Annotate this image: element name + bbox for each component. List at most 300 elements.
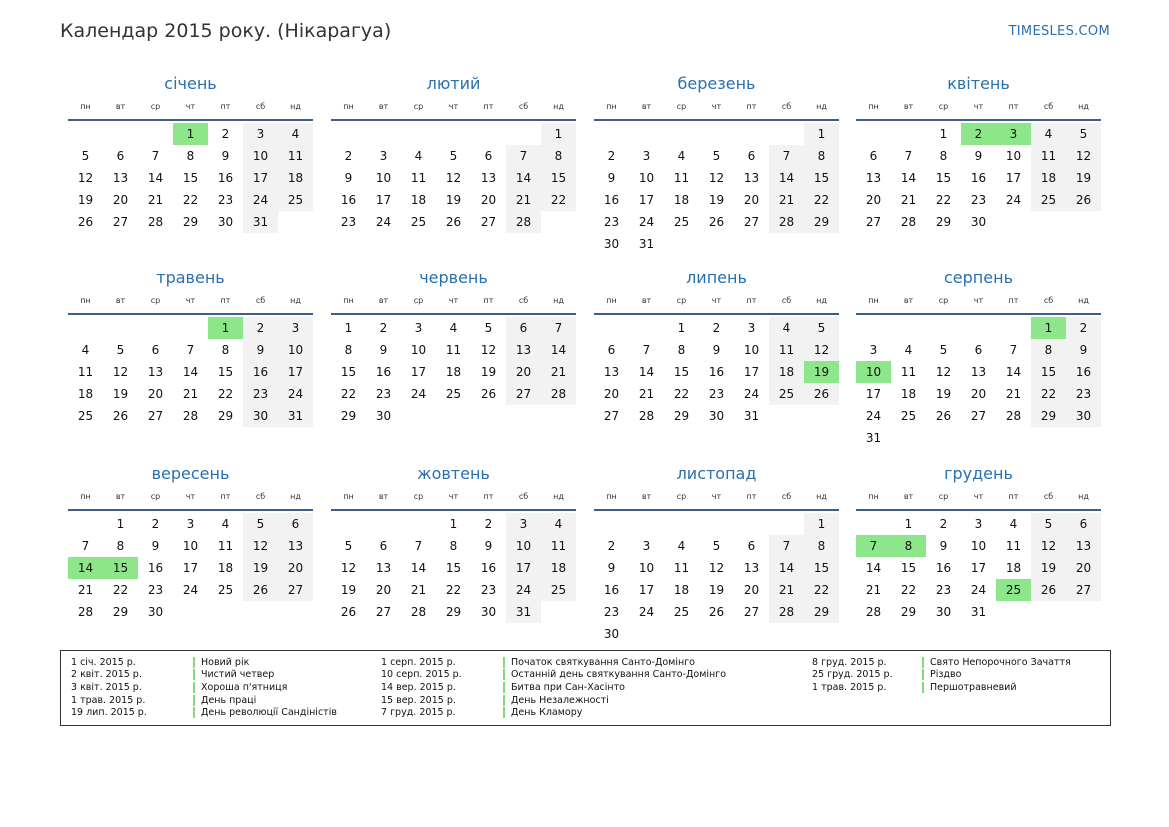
weekday-label: сб: [255, 101, 266, 111]
weekday-header: [331, 290, 576, 310]
day-cell: 7: [904, 149, 913, 163]
day-cell: 12: [243, 535, 278, 557]
weekday-label: пт: [746, 491, 757, 501]
day-cell: 13: [506, 339, 541, 361]
month-divider: [856, 119, 1101, 121]
day-cell: 17: [1005, 171, 1022, 185]
holiday-day: 14: [68, 557, 103, 579]
day-cell: 30: [375, 409, 392, 423]
day-cell: 31: [970, 605, 987, 619]
month-name: квітень: [947, 74, 1010, 93]
weekday-label: нд: [290, 491, 301, 501]
day-cell: 12: [445, 171, 462, 185]
weekday-label: пн: [868, 101, 879, 111]
legend-holiday-name: Новий рік: [201, 656, 250, 668]
day-cell: 28: [77, 605, 94, 619]
day-cell: 13: [865, 171, 882, 185]
empty-cell: [856, 317, 891, 339]
day-cell: 22: [804, 189, 839, 211]
day-cell: 22: [112, 583, 129, 597]
day-cell: 21: [900, 193, 917, 207]
legend-holiday-name: Чистий четвер: [201, 669, 275, 681]
day-cell: 11: [77, 365, 94, 379]
day-cell: 1: [804, 513, 839, 535]
day-cell: 22: [182, 193, 199, 207]
month-block: [331, 462, 576, 623]
weekday-label: чт: [448, 101, 459, 111]
day-cell: 11: [445, 343, 462, 357]
day-cell: 20: [147, 387, 164, 401]
weekday-label: пн: [343, 491, 354, 501]
weekday-label: ср: [938, 101, 949, 111]
day-cell: 15: [445, 561, 462, 575]
weekday-header: [856, 486, 1101, 506]
weekday-label: вт: [641, 101, 652, 111]
weekday-label: пн: [606, 295, 617, 305]
day-cell: 3: [974, 517, 983, 531]
day-cell: 23: [147, 583, 164, 597]
day-grid: [68, 123, 313, 233]
legend-date: 1 серп. 2015 р.: [381, 656, 456, 668]
day-grid: [594, 317, 839, 427]
day-cell: 5: [712, 149, 721, 163]
day-cell: 18: [769, 361, 804, 383]
day-cell: 20: [506, 361, 541, 383]
day-grid: [331, 123, 576, 233]
day-cell: 5: [939, 343, 948, 357]
day-cell: 9: [221, 149, 230, 163]
day-grid: [856, 317, 1101, 449]
day-cell: 10: [743, 343, 760, 357]
day-cell: 29: [340, 409, 357, 423]
legend-row: [381, 681, 726, 694]
day-cell: 8: [1031, 339, 1066, 361]
empty-cell: [629, 513, 664, 535]
weekday-label: пт: [220, 101, 231, 111]
day-cell: 4: [677, 149, 686, 163]
day-cell: 12: [340, 561, 357, 575]
day-cell: 1: [677, 321, 686, 335]
weekday-label: пт: [1008, 491, 1019, 501]
day-cell: 25: [1031, 189, 1066, 211]
day-cell: 11: [217, 539, 234, 553]
day-cell: 26: [480, 387, 497, 401]
day-cell: 23: [708, 387, 725, 401]
month-divider: [68, 509, 313, 511]
holiday-day: 10: [856, 361, 891, 383]
day-cell: 28: [147, 215, 164, 229]
day-cell: 17: [278, 361, 313, 383]
day-cell: 14: [865, 561, 882, 575]
day-cell: 15: [217, 365, 234, 379]
legend-row: [381, 669, 726, 682]
day-cell: 8: [344, 343, 353, 357]
weekday-label: нд: [816, 491, 827, 501]
day-cell: 6: [1066, 513, 1101, 535]
day-cell: 30: [603, 237, 620, 251]
day-cell: 22: [217, 387, 234, 401]
legend-holiday-name: Початок святкування Санто-Домінго: [511, 656, 695, 668]
day-cell: 8: [449, 539, 458, 553]
day-cell: 29: [112, 605, 129, 619]
day-cell: 14: [769, 167, 804, 189]
legend-holiday-name: Останній день святкування Санто-Домінго: [511, 669, 727, 681]
holiday-day: 3: [996, 123, 1031, 145]
weekday-label: пн: [606, 101, 617, 111]
weekday-label: пт: [483, 491, 494, 501]
legend-column: [381, 656, 726, 719]
day-cell: 13: [112, 171, 129, 185]
day-cell: 6: [506, 317, 541, 339]
empty-cell: [891, 317, 926, 339]
day-cell: 19: [708, 583, 725, 597]
site-link[interactable]: TIMESLES.COM: [1008, 24, 1110, 39]
day-cell: 24: [638, 605, 655, 619]
legend-holiday-name: День Кламору: [511, 707, 583, 719]
day-cell: 31: [506, 601, 541, 623]
day-cell: 26: [340, 605, 357, 619]
day-cell: 6: [151, 343, 160, 357]
day-cell: 19: [112, 387, 129, 401]
day-cell: 27: [865, 215, 882, 229]
weekday-label: нд: [816, 295, 827, 305]
day-cell: 14: [541, 339, 576, 361]
weekday-header: [856, 96, 1101, 116]
day-cell: 23: [1066, 383, 1101, 405]
legend-marker: [922, 682, 924, 693]
month-divider: [594, 313, 839, 315]
weekday-header: [331, 486, 576, 506]
weekday-label: вт: [641, 295, 652, 305]
day-cell: 5: [804, 317, 839, 339]
weekday-label: вт: [115, 295, 126, 305]
day-cell: 22: [541, 189, 576, 211]
day-cell: 11: [1005, 539, 1022, 553]
empty-cell: [734, 123, 769, 145]
weekday-label: ср: [413, 491, 424, 501]
day-cell: 12: [708, 171, 725, 185]
day-cell: 31: [865, 431, 882, 445]
weekday-label: чт: [973, 101, 984, 111]
weekday-label: ср: [676, 295, 687, 305]
day-cell: 8: [804, 535, 839, 557]
month-block: [68, 462, 313, 623]
empty-cell: [138, 317, 173, 339]
day-cell: 13: [375, 561, 392, 575]
day-cell: 29: [1031, 405, 1066, 427]
empty-cell: [401, 123, 436, 145]
day-cell: 13: [743, 561, 760, 575]
day-cell: 30: [480, 605, 497, 619]
month-name: липень: [686, 268, 747, 287]
weekday-label: сб: [1043, 295, 1054, 305]
day-cell: 1: [939, 127, 948, 141]
day-cell: 9: [974, 149, 983, 163]
month-block: [594, 462, 839, 645]
weekday-label: чт: [185, 101, 196, 111]
legend-date: 1 трав. 2015 р.: [812, 681, 887, 693]
day-cell: 24: [410, 387, 427, 401]
day-cell: 28: [1005, 409, 1022, 423]
day-cell: 27: [970, 409, 987, 423]
day-cell: 12: [77, 171, 94, 185]
day-cell: 14: [638, 365, 655, 379]
day-cell: 26: [708, 605, 725, 619]
day-cell: 24: [243, 189, 278, 211]
day-cell: 28: [410, 605, 427, 619]
legend-row: [381, 656, 726, 669]
month-block: [331, 72, 576, 233]
legend-row: [71, 706, 337, 719]
month-divider: [68, 119, 313, 121]
weekday-label: вт: [641, 491, 652, 501]
weekday-label: вт: [378, 491, 389, 501]
day-cell: 21: [182, 387, 199, 401]
day-cell: 4: [414, 149, 423, 163]
empty-cell: [856, 123, 891, 145]
month-block: [856, 462, 1101, 623]
day-cell: 9: [1066, 339, 1101, 361]
weekday-header: [331, 96, 576, 116]
empty-cell: [664, 513, 699, 535]
empty-cell: [594, 317, 629, 339]
day-cell: 28: [506, 211, 541, 233]
day-cell: 24: [278, 383, 313, 405]
day-grid: [856, 123, 1101, 233]
legend-marker: [193, 695, 195, 706]
day-cell: 20: [865, 193, 882, 207]
day-grid: [331, 317, 576, 427]
day-cell: 31: [278, 405, 313, 427]
day-cell: 22: [445, 583, 462, 597]
day-cell: 16: [480, 561, 497, 575]
day-cell: 26: [243, 579, 278, 601]
weekday-header: [594, 96, 839, 116]
day-cell: 10: [410, 343, 427, 357]
day-cell: 26: [708, 215, 725, 229]
day-cell: 26: [804, 383, 839, 405]
legend-marker: [193, 657, 195, 668]
day-cell: 20: [1066, 557, 1101, 579]
legend-holiday-name: День революції Сандіністів: [201, 707, 337, 719]
weekday-label: вт: [903, 491, 914, 501]
day-cell: 11: [1031, 145, 1066, 167]
weekday-label: ср: [676, 101, 687, 111]
legend-row: [71, 694, 337, 707]
day-cell: 5: [1066, 123, 1101, 145]
day-cell: 3: [642, 539, 651, 553]
day-cell: 16: [340, 193, 357, 207]
empty-cell: [471, 123, 506, 145]
day-cell: 24: [865, 409, 882, 423]
day-cell: 18: [217, 561, 234, 575]
day-cell: 24: [182, 583, 199, 597]
day-cell: 16: [603, 193, 620, 207]
weekday-label: пн: [868, 491, 879, 501]
day-cell: 4: [221, 517, 230, 531]
day-cell: 19: [77, 193, 94, 207]
day-cell: 25: [217, 583, 234, 597]
day-cell: 24: [1005, 193, 1022, 207]
day-cell: 16: [217, 171, 234, 185]
weekday-label: вт: [903, 295, 914, 305]
legend-date: 15 вер. 2015 р.: [381, 694, 456, 706]
day-cell: 18: [1005, 561, 1022, 575]
day-cell: 18: [1031, 167, 1066, 189]
day-cell: 27: [743, 605, 760, 619]
day-cell: 5: [81, 149, 90, 163]
day-cell: 30: [935, 605, 952, 619]
weekday-label: чт: [973, 491, 984, 501]
weekday-header: [594, 486, 839, 506]
day-cell: 21: [769, 579, 804, 601]
day-cell: 14: [1005, 365, 1022, 379]
day-cell: 25: [900, 409, 917, 423]
weekday-label: чт: [711, 491, 722, 501]
day-cell: 26: [445, 215, 462, 229]
day-cell: 3: [278, 317, 313, 339]
day-cell: 9: [607, 171, 616, 185]
day-cell: 30: [147, 605, 164, 619]
day-cell: 10: [182, 539, 199, 553]
day-cell: 9: [484, 539, 493, 553]
empty-cell: [891, 123, 926, 145]
weekday-label: пн: [868, 295, 879, 305]
month-block: [594, 72, 839, 255]
legend-date: 8 груд. 2015 р.: [812, 656, 887, 668]
day-cell: 28: [769, 211, 804, 233]
day-cell: 7: [1009, 343, 1018, 357]
day-cell: 4: [81, 343, 90, 357]
holiday-day: 2: [961, 123, 996, 145]
day-cell: 23: [970, 193, 987, 207]
day-cell: 28: [769, 601, 804, 623]
day-cell: 18: [673, 583, 690, 597]
day-cell: 3: [747, 321, 756, 335]
day-cell: 24: [743, 387, 760, 401]
day-cell: 15: [673, 365, 690, 379]
holiday-day: 7: [856, 535, 891, 557]
day-cell: 1: [116, 517, 125, 531]
month-block: [856, 266, 1101, 449]
weekday-label: пн: [80, 101, 91, 111]
day-cell: 30: [603, 627, 620, 641]
empty-cell: [436, 123, 471, 145]
weekday-label: чт: [973, 295, 984, 305]
day-cell: 31: [743, 409, 760, 423]
day-cell: 26: [1066, 189, 1101, 211]
weekday-label: ср: [150, 101, 161, 111]
weekday-label: пт: [483, 295, 494, 305]
day-cell: 30: [1066, 405, 1101, 427]
day-cell: 28: [865, 605, 882, 619]
month-block: [856, 72, 1101, 233]
holiday-legend: [60, 650, 1111, 726]
day-cell: 5: [243, 513, 278, 535]
day-cell: 7: [541, 317, 576, 339]
empty-cell: [331, 123, 366, 145]
day-cell: 19: [1031, 557, 1066, 579]
day-cell: 23: [375, 387, 392, 401]
legend-holiday-name: Свято Непорочного Зачаття: [930, 656, 1071, 668]
day-cell: 3: [243, 123, 278, 145]
day-cell: 26: [77, 215, 94, 229]
day-cell: 21: [1005, 387, 1022, 401]
day-cell: 12: [1066, 145, 1101, 167]
day-cell: 1: [904, 517, 913, 531]
day-cell: 9: [379, 343, 388, 357]
day-cell: 12: [480, 343, 497, 357]
day-cell: 3: [379, 149, 388, 163]
day-cell: 20: [480, 193, 497, 207]
empty-cell: [594, 123, 629, 145]
month-block: [331, 266, 576, 427]
day-cell: 27: [375, 605, 392, 619]
empty-cell: [769, 123, 804, 145]
legend-holiday-name: День праці: [201, 694, 257, 706]
day-cell: 7: [414, 539, 423, 553]
day-cell: 6: [278, 513, 313, 535]
day-cell: 16: [970, 171, 987, 185]
legend-date: 3 квіт. 2015 р.: [71, 681, 142, 693]
weekday-label: пн: [80, 491, 91, 501]
legend-marker: [193, 682, 195, 693]
weekday-label: пт: [220, 491, 231, 501]
day-cell: 6: [747, 539, 756, 553]
day-cell: 4: [541, 513, 576, 535]
weekday-label: ср: [150, 491, 161, 501]
day-cell: 30: [970, 215, 987, 229]
weekday-label: вт: [903, 101, 914, 111]
weekday-label: сб: [518, 295, 529, 305]
day-cell: 8: [541, 145, 576, 167]
empty-cell: [68, 513, 103, 535]
weekday-label: нд: [1078, 491, 1089, 501]
page-title: Календар 2015 року. (Нікарагуа): [60, 20, 392, 42]
day-cell: 24: [638, 215, 655, 229]
day-cell: 7: [642, 343, 651, 357]
day-cell: 2: [1066, 317, 1101, 339]
day-cell: 15: [804, 167, 839, 189]
legend-row: [812, 656, 1071, 669]
empty-cell: [138, 123, 173, 145]
day-cell: 31: [638, 237, 655, 251]
holiday-day: 15: [103, 557, 138, 579]
weekday-label: пн: [343, 295, 354, 305]
day-cell: 13: [480, 171, 497, 185]
empty-cell: [629, 123, 664, 145]
day-cell: 23: [217, 193, 234, 207]
month-divider: [331, 313, 576, 315]
day-cell: 20: [375, 583, 392, 597]
weekday-label: вт: [378, 295, 389, 305]
day-cell: 18: [278, 167, 313, 189]
weekday-label: пт: [746, 295, 757, 305]
weekday-header: [68, 486, 313, 506]
weekday-label: пт: [220, 295, 231, 305]
weekday-label: чт: [711, 101, 722, 111]
day-cell: 29: [935, 215, 952, 229]
day-cell: 18: [673, 193, 690, 207]
weekday-label: нд: [290, 101, 301, 111]
month-name: березень: [677, 74, 756, 93]
day-cell: 5: [116, 343, 125, 357]
day-cell: 20: [743, 583, 760, 597]
month-name: вересень: [151, 464, 230, 483]
day-cell: 9: [151, 539, 160, 553]
weekday-label: чт: [448, 491, 459, 501]
empty-cell: [629, 317, 664, 339]
